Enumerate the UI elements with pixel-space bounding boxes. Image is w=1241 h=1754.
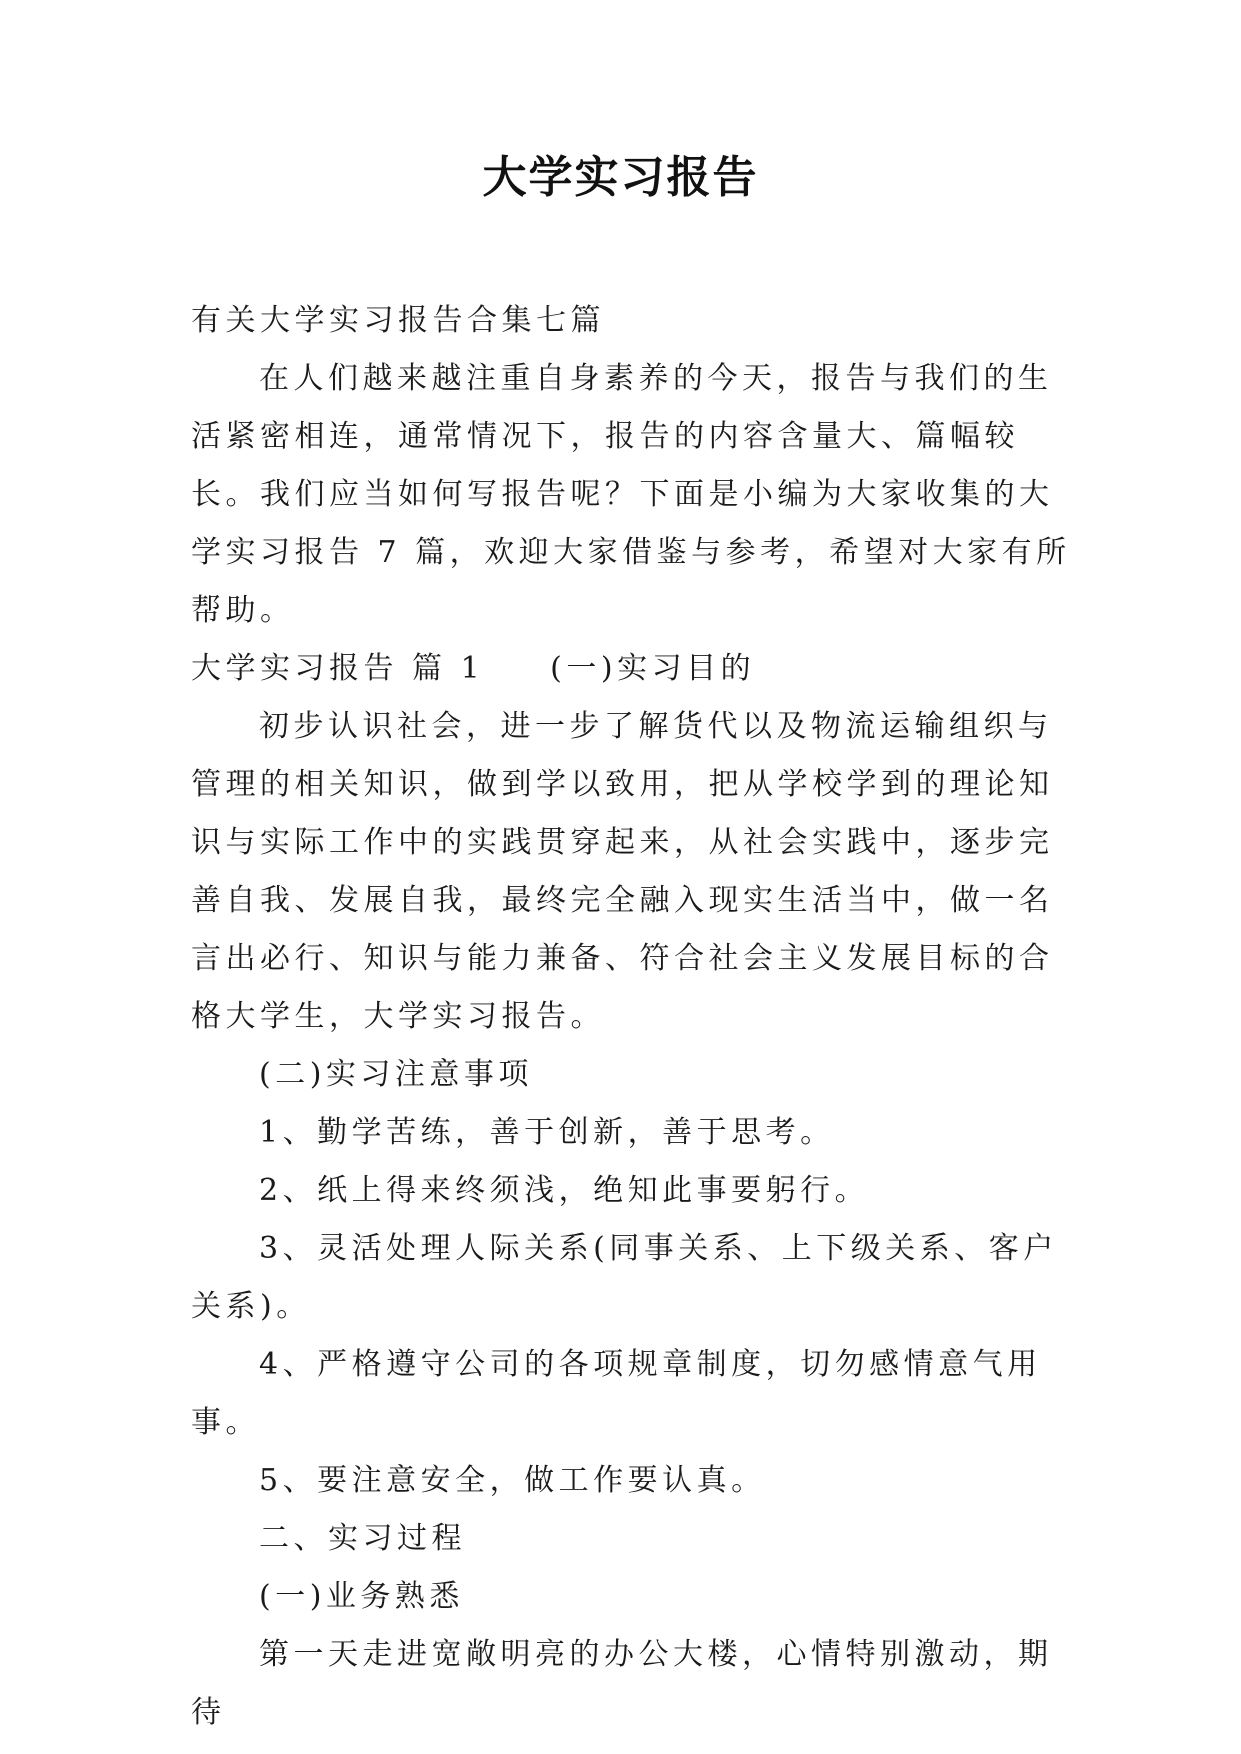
notes-heading: (二)实习注意事项 <box>259 1057 533 1092</box>
process-heading: 二、实习过程 <box>259 1521 466 1556</box>
intro-heading: 有关大学实习报告合集七篇 <box>191 303 605 338</box>
document-body <box>191 292 1071 1742</box>
purpose-paragraph: 初步认识社会，进一步了解货代以及物流运输组织与管理的相关知识，做到学以致用，把从学校学到的理论知识与实际工作中的实践贯穿起来，从社会实践中，逐步完善自我、发展自我，最终完全融入现实生活当中，做一名言出必行、知识与能力兼备、符合社会主义发展目标的合格大学生，大学实习报告。 <box>191 709 1054 1034</box>
section-subheading: (一)实习目的 <box>550 651 756 686</box>
note-item: 5、要注意安全，做工作要认真。 <box>259 1463 766 1498</box>
process-subheading: (一)业务熟悉 <box>259 1579 464 1614</box>
process-paragraph: 第一天走进宽敞明亮的办公大楼，心情特别激动，期待 <box>191 1637 1053 1730</box>
section-heading: 大学实习报告 篇 1 <box>191 651 485 686</box>
note-item: 2、纸上得来终须浅，绝知此事要躬行。 <box>259 1173 870 1208</box>
section-line <box>191 640 1071 698</box>
document-title: 大学实习报告 <box>482 152 759 203</box>
intro-paragraph: 在人们越来越注重自身素养的今天，报告与我们的生活紧密相连，通常情况下，报告的内容含量大、篇幅较长。我们应当如何写报告呢？下面是小编为大家收集的大学实习报告 7 篇，欢迎大家借鉴与参考，希望对大家有所帮助。 <box>191 361 1071 628</box>
note-item: 4、严格遵守公司的各项规章制度，切勿感情意气用事。 <box>191 1347 1042 1440</box>
note-item: 1、勤学苦练，善于创新，善于思考。 <box>259 1115 835 1150</box>
note-item: 3、灵活处理人际关系(同事关系、上下级关系、客户关系)。 <box>191 1231 1058 1324</box>
